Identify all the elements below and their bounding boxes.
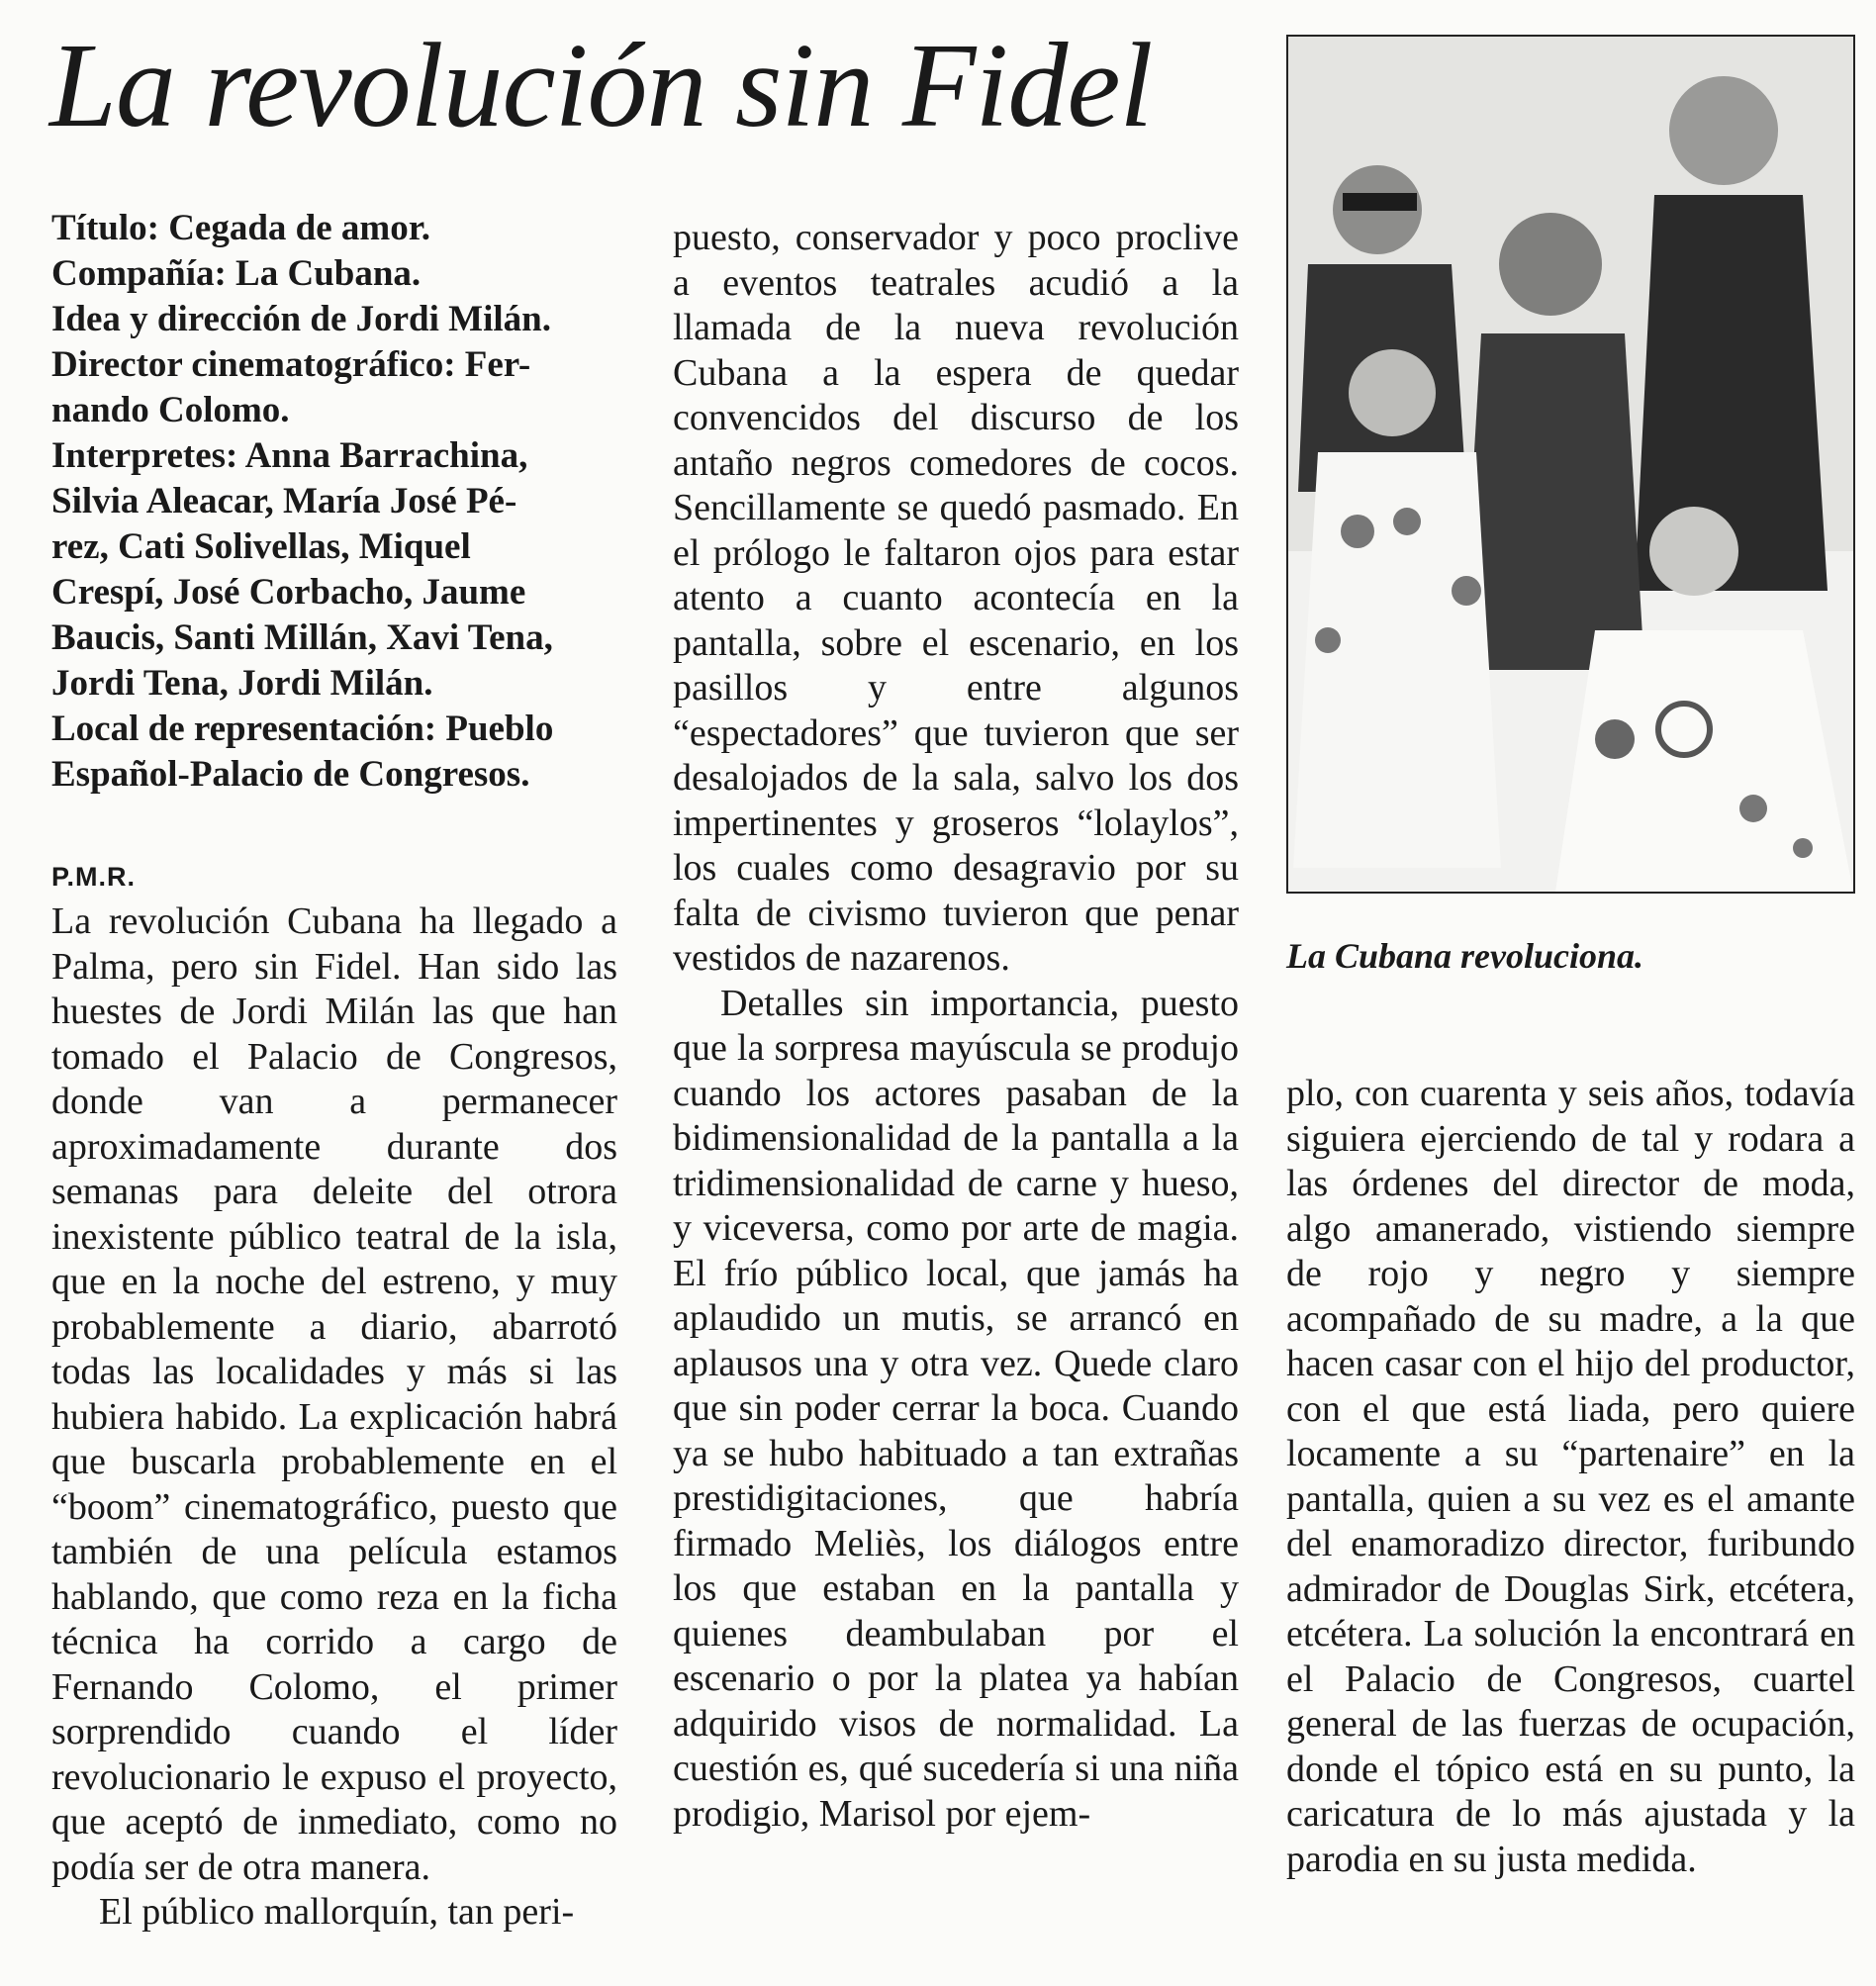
credits-block (51, 206, 617, 798)
credit-line: nando Colomo. (51, 390, 290, 430)
byline: P.M.R. (51, 862, 137, 892)
body-paragraph: Detalles sin importancia, puesto que la sorpresa mayúscula se produjo cuando los actores pasaban de la bidimensionalidad de la pantalla a la tridimensionalidad de carne y hueso, y viceversa, como por arte de magia. El frío público local, que jamás ha aplaudido un mutis, se arrancó en aplausos una y otra vez. Quede claro que sin poder cerrar la boca. Cuando ya se hubo habituado a tan extrañas prestidigitaciones, que habría firmado Meliès, los diálogos entre los que estaban en la pantalla y quienes deambulaban por el escenario o por la platea ya habían adquirido visos de normalidad. La cuestión es, qué sucedería si una niña prodigio, Marisol por ejem- (673, 982, 1239, 1835)
column-1 (51, 206, 617, 1936)
credit-line: Director cinematográfico: Fer- (51, 344, 531, 385)
column-3 (1286, 1072, 1855, 1882)
body-paragraph: plo, con cuarenta y seis años, todavía siguiera ejerciendo de tal y rodara a las órdenes del director de moda, algo amanerado, vistiendo siempre de rojo y negro y siempre acompañado de su madre, a la que hacen casar con el hijo del productor, con el que está liada, pero quiere locamente a su “partenaire” en la pantalla, quien a su vez es el amante del enamoradizo director, furibundo admirador de Douglas Sirk, etcétera, etcétera. La solución la encontrará en el Palacio de Congresos, cuartel general de las fuerzas de ocupación, donde el tópico está en su punto, la caricatura de lo más ajustada y la parodia en su justa medida. (1286, 1073, 1855, 1880)
credit-line: rez, Cati Solivellas, Miquel (51, 526, 471, 567)
body-paragraph: La revolución Cubana ha llegado a Palma, pero sin Fidel. Han sido las huestes de Jordi Milán las que han tomado el Palacio de Congresos, donde van a permanecer aproximadamente durante dos semanas para deleite del otrora inexistente público teatral de la isla, que en la noche del estreno, y muy probablemente a diario, abarrotó todas las localidades y más si las hubiera habido. La explicación habrá que buscarla probablemente en el “boom” cinematográfico, puesto que también de una película estamos hablando, que como reza en la ficha técnica ha corrido a cargo de Fernando Colomo, el primer sorprendido cuando el líder revolucionario le expuso el proyecto, que aceptó de inmediato, como no podía ser de otra manera. (51, 900, 617, 1888)
article-photo (1286, 35, 1855, 894)
credit-line: Español-Palacio de Congresos. (51, 754, 530, 795)
credit-line: Baucis, Santi Millán, Xavi Tena, (51, 617, 553, 658)
article-headline: La revolución sin Fidel (49, 19, 1153, 152)
body-paragraph: El público mallorquín, tan peri- (99, 1891, 575, 1933)
photo-illustration (1288, 37, 1853, 892)
credit-line: Compañía: La Cubana. (51, 253, 422, 294)
credit-line: Interpretes: Anna Barrachina, (51, 435, 528, 476)
credit-line: Crespí, José Corbacho, Jaume (51, 572, 526, 613)
photo-caption: La Cubana revoluciona. (1286, 936, 1644, 976)
credit-line: Título: Cegada de amor. (51, 208, 431, 248)
credit-line: Local de representación: Pueblo (51, 709, 554, 749)
credit-line: Jordi Tena, Jordi Milán. (51, 663, 433, 704)
column-2 (673, 216, 1239, 1837)
credit-line: Silvia Aleacar, María José Pé- (51, 481, 517, 521)
credit-line: Idea y dirección de Jordi Milán. (51, 299, 551, 339)
body-paragraph: puesto, conservador y poco proclive a eventos teatrales acudió a la llamada de la nueva revolución Cubana a la espera de quedar convencidos del discurso de los antaño negros comedores de cocos. Sencillamente se quedó pasmado. En el prólogo le faltaron ojos para estar atento a cuanto acontecía en la pantalla, sobre el escenario, en los pasillos y entre algunos “espectadores” que tuvieron que ser desalojados de la sala, salvo los dos impertinentes y groseros “lolaylos”, los cuales como desagravio por su falta de civismo tuvieron que penar vestidos de nazarenos. (673, 217, 1239, 979)
